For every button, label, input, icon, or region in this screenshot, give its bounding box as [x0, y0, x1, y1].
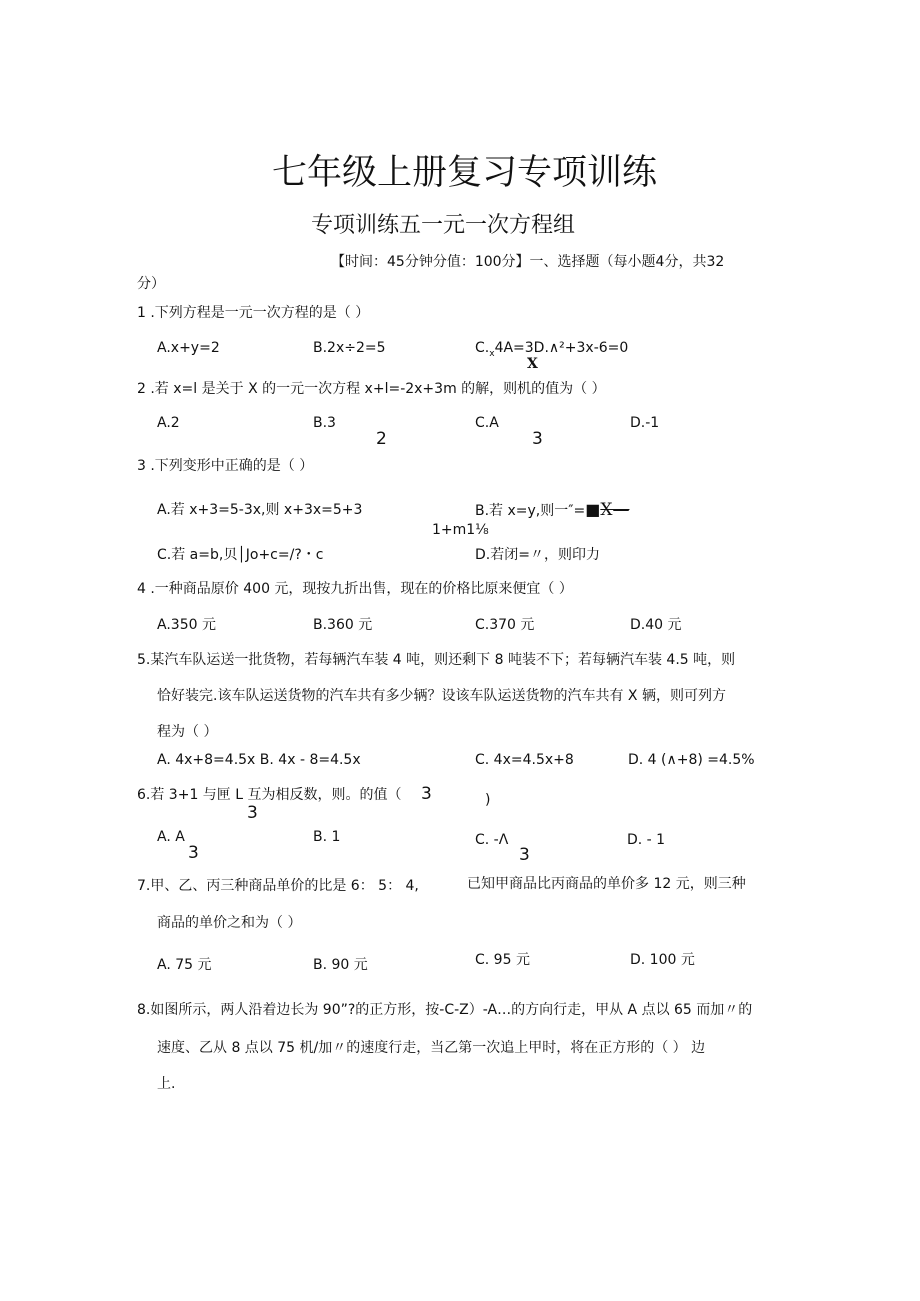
question-1-stem: 1 .下列方程是一元一次方程的是（ ） — [137, 305, 370, 321]
question-1-option-b: B.2x÷2=5 — [313, 340, 386, 356]
exam-header-cont: 分） — [137, 276, 165, 292]
question-7-line-1-right: 已知甲商品比丙商品的单价多 12 元，则三种 — [467, 876, 746, 892]
question-1-option-c-rest: 4A=3D.∧²+3x-6=0 — [494, 340, 629, 356]
question-3-option-b-below: 1+m1⅛ — [432, 522, 489, 538]
question-6-option-c-below: 3 — [519, 845, 530, 865]
question-7-option-b: B. 90 元 — [313, 957, 368, 973]
question-4-stem: 4 .一种商品原价 400 元，现按九折出售，现在的价格比原来便宜（ ） — [137, 581, 573, 597]
page-subtitle: 专项训练五一元一次方程组 — [311, 213, 576, 238]
question-6-option-a: A. A — [157, 829, 185, 845]
question-8-line-2: 速度、乙从 8 点以 75 机/加〃的速度行走，当乙第一次追上甲时，将在正方形的（ ） 边 — [157, 1040, 706, 1056]
question-1-option-c-prefix: C. — [475, 340, 490, 356]
question-7-option-a: A. 75 元 — [157, 957, 212, 973]
question-4-option-a: A.350 元 — [157, 617, 216, 633]
question-7-line-1-left: 7.甲、乙、丙三种商品单价的比是 6： 5： 4, — [137, 878, 419, 894]
question-4-option-d: D.40 元 — [630, 617, 682, 633]
question-1-option-c-subscript: x — [489, 348, 495, 359]
question-6-option-a-below: 3 — [188, 843, 199, 863]
question-4-option-b: B.360 元 — [313, 617, 373, 633]
question-2-stem: 2 .若 x=l 是关于 X 的一元一次方程 x+l=-2x+3m 的解，则机的值为（ ） — [137, 381, 606, 397]
question-7-option-d: D. 100 元 — [630, 952, 695, 968]
question-2-option-c-below: 3 — [532, 429, 543, 449]
question-3-stem: 3 .下列变形中正确的是（ ） — [137, 458, 314, 474]
question-1-option-a: A.x+y=2 — [157, 340, 220, 356]
question-6-stem-below: 3 — [247, 803, 258, 823]
question-3-option-c: C.若 a=b,贝│Jo+c=/?・c — [157, 547, 324, 563]
question-6-option-b: B. 1 — [313, 829, 341, 845]
question-3-option-d: D.若闭=〃，则印力 — [475, 547, 600, 563]
question-3-option-b — [475, 501, 629, 520]
question-1-option-c — [475, 339, 628, 363]
question-1-option-c-below: X — [527, 356, 538, 372]
question-6-option-c: C. -Λ — [475, 832, 509, 848]
question-5-option-c: C. 4x=4.5x+8 — [475, 752, 574, 768]
question-2-option-b-below: 2 — [376, 429, 387, 449]
question-2-option-b: B.3 — [313, 415, 336, 431]
question-2-option-c: C.A — [475, 415, 499, 431]
question-6-option-d: D. - 1 — [627, 832, 666, 848]
question-8-line-1: 8.如图所示，两人沿着边长为 90”?的正方形，按-C-Z）-A…的方向行走，甲从 A 点以 65 而加〃的 — [137, 1002, 753, 1018]
question-5-line-3: 程为（ ） — [157, 724, 218, 740]
question-5-option-ab: A. 4x+8=4.5x B. 4x - 8=4.5x — [157, 752, 361, 768]
question-5-line-1: 5.某汽车队运送一批货物，若每辆汽车装 4 吨，则还剩下 8 吨装不下；若每辆汽车装 4.5 吨，则 — [137, 652, 736, 668]
question-3-option-b-symbol: ■ — [585, 500, 601, 519]
question-5-line-2: 恰好装完.该车队运送货物的汽车共有多少辆？设该车队运送货物的汽车共有 X 辆，则可列方 — [157, 688, 726, 704]
question-5-option-d: D. 4 (∧+8) =4.5% — [628, 752, 755, 768]
page-title: 七年级上册复习专项训练 — [272, 153, 658, 193]
question-3-option-a: A.若 x+3=5-3x,则 x+3x=5+3 — [157, 502, 363, 518]
question-6-stem-close: ) — [485, 792, 491, 808]
question-2-option-d: D.-1 — [630, 415, 660, 431]
question-8-line-3: 上. — [157, 1076, 176, 1092]
question-3-option-b-text: B.若 x=y,则一″= — [475, 503, 586, 519]
question-2-option-a: A.2 — [157, 415, 180, 431]
question-3-option-b-strike: X— — [600, 500, 630, 520]
question-4-option-c: C.370 元 — [475, 617, 535, 633]
question-6-stem-fraction: 3 — [421, 784, 432, 804]
question-7-line-2: 商品的单价之和为（ ） — [157, 915, 302, 931]
exam-header-line: 【时间：45分钟分值：100分】一、选择题（每小题4分，共32 — [331, 254, 725, 270]
question-6-stem: 6.若 3+1 与匣 L 互为相反数，则。的值（ — [137, 787, 402, 803]
question-7-option-c: C. 95 元 — [475, 952, 530, 968]
